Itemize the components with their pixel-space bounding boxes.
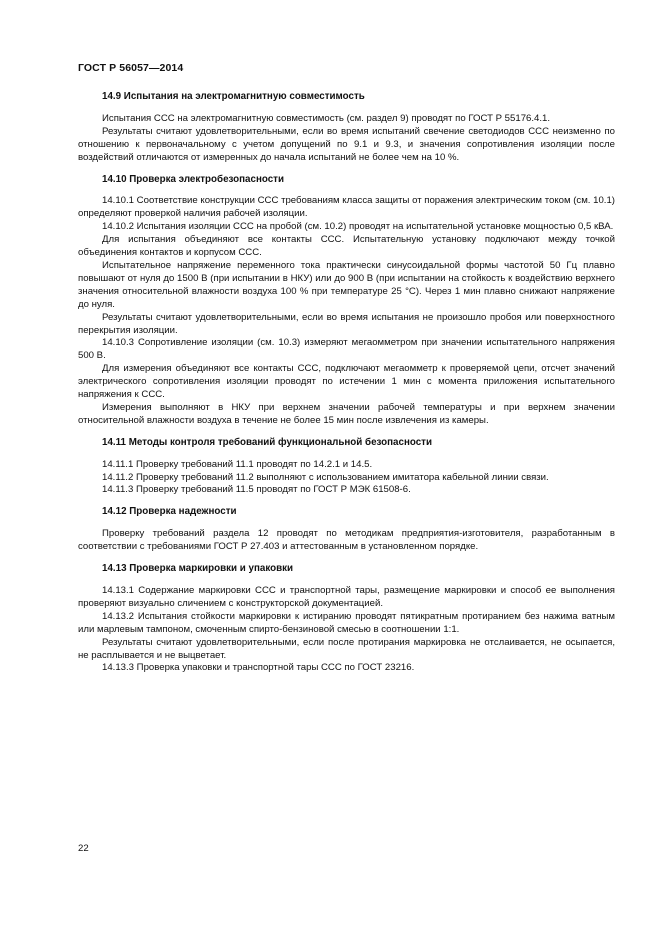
section-heading: 14.10 Проверка электробезопасности [102, 173, 284, 185]
section-heading: 14.13 Проверка маркировки и упаковки [102, 563, 294, 575]
section-heading: 14.12 Проверка надежности [102, 506, 237, 518]
paragraph: 14.10.1 Соответствие конструкции ССС требованиям класса защиты от поражения электрическим током (см. 10.1) определяют проверкой наличия рабочей изоляции. [78, 195, 616, 220]
paragraph: 14.13.3 Проверка упаковки и транспортной тары ССС по ГОСТ 23216. [102, 662, 415, 674]
section-14-12 [78, 506, 615, 554]
section-14-13 [78, 563, 615, 675]
paragraph: 14.11.2 Проверку требований 11.2 выполняют с использованием имитатора кабельной линии связи. [102, 471, 549, 483]
paragraph: Испытания ССС на электромагнитную совместимость (см. раздел 9) проводят по ГОСТ Р 55176.4.1. [102, 112, 551, 124]
section-heading: 14.9 Испытания на электромагнитную совместимость [102, 91, 365, 102]
paragraph: 14.11.1 Проверку требований 11.1 проводят по 14.2.1 и 14.5. [102, 458, 373, 470]
section-14-9 [78, 91, 615, 165]
paragraph: Проверку требований раздела 12 проводят по методикам предприятия-изготовителя, разработанным в соответствии с требованиями ГОСТ Р 27.403 и аттестованным в установленном порядке. [78, 528, 615, 553]
paragraph: Испытательное напряжение переменного тока практически синусоидальной формы частотой 50 Гц плавно повышают от нуля до 1500 В (при испытании в НКУ) или до 900 В (при испытании на стойкость к воздействию верхнего значения относительной влажности воздуха 100 % при температуре 25 °С). Через 1 мин плавно снижают напряжение до нуля. [78, 259, 615, 310]
page-number: 22 [78, 843, 89, 854]
paragraph: 14.13.1 Содержание маркировки ССС и транспортной тары, размещение маркировки и способ ее выполнения проверяют визуально сличением с конструкторской документацией. [78, 585, 615, 609]
paragraph: 14.10.3 Сопротивление изоляции (см. 10.3) измеряют мегаомметром при значении испытательного напряжения 500 В. [78, 337, 615, 362]
paragraph: Результаты считают удовлетворительными, если после протирания маркировка не отслаивается, не осыпается, не расплывается и не выцветает. [78, 636, 615, 661]
paragraph: Измерения выполняют в НКУ при верхнем значении рабочей температуры и при верхнем значении относительной влажности воздуха в течение не более 15 мин после извлечения из камеры. [78, 401, 615, 426]
section-14-11 [78, 437, 615, 498]
paragraph: Результаты считают удовлетворительными, если во время испытаний свечение светодиодов ССС неизменно по отношению к первоначальному с учетом допущений по 9.1 и 9.3, и значения сопротивления изоляции после воздействий отличаются от измеренных до начала испытаний не более чем на 10 %. [78, 125, 615, 163]
paragraph: 14.13.2 Испытания стойкости маркировки к истиранию проводят пятикратным протиранием без нажима ватным или марлевым тампоном, смоченным спирто-бензиновой смесью в соотношении 1:1. [78, 610, 615, 635]
paragraph: Для испытания объединяют все контакты ССС. Испытательную установку подключают между точкой объединения контактов и корпусом ССС. [78, 234, 615, 259]
paragraph: Для измерения объединяют все контакты ССС, подключают мегаомметр к проверяемой цепи, отсчет значений электрического сопротивления изоляции проводят по истечении 1 мин с момента приложения испытательного напряжения к ССС. [78, 363, 615, 401]
section-heading: 14.11 Методы контроля требований функциональной безопасности [102, 436, 432, 448]
document-body [78, 91, 615, 684]
paragraph: 14.10.2 Испытания изоляции ССС на пробой (см. 10.2) проводят на испытательной установке мощностью 0,5 кВА. [102, 221, 614, 233]
section-14-10 [78, 174, 615, 428]
document-id-header: ГОСТ Р 56057—2014 [78, 62, 184, 74]
paragraph: Результаты считают удовлетворительными, если во время испытания не произошло пробоя или поверхностного перекрытия изоляции. [78, 311, 615, 336]
paragraph: 14.11.3 Проверку требований 11.5 проводят по ГОСТ Р МЭК 61508-6. [102, 484, 411, 496]
